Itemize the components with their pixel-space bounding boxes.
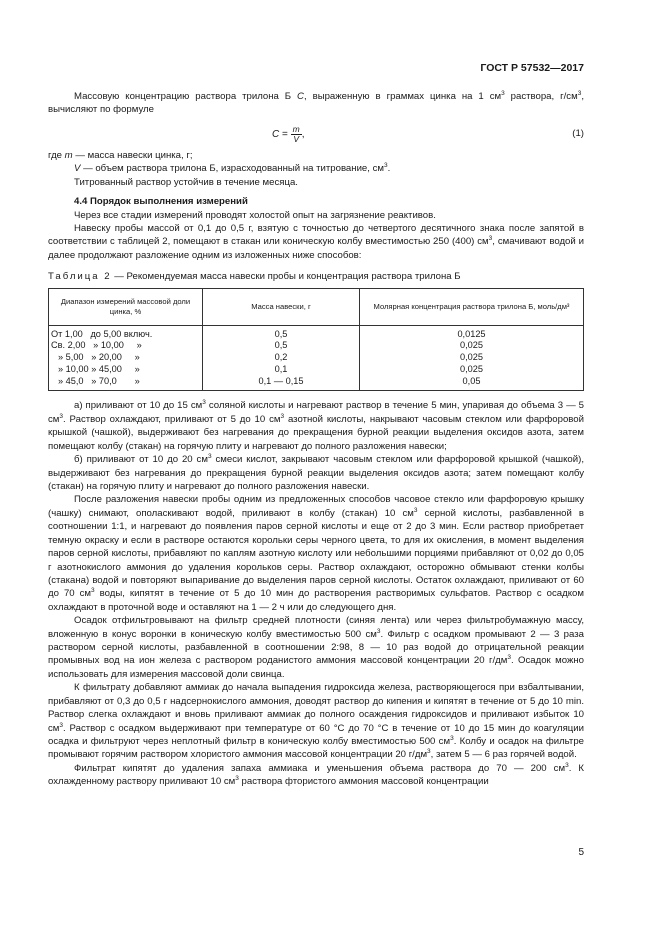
superscript: 3: [280, 412, 285, 420]
procedure-text: воды, кипятят в течение от 5 до 10 мин до растворения растворимых сульфатов. Раствор с осадком охлаждают в проточной воде и оставляют на 1 — 2 ч или до следующего дня.: [48, 588, 584, 613]
table-row: [49, 364, 584, 376]
table-cell-conc: 0,025: [360, 352, 584, 364]
table-cell-mass: 0,2: [203, 352, 360, 364]
superscript: 3: [207, 452, 212, 460]
section-text: , смачивают водой и далее продолжают разложение одним из изложенных ниже способов:: [48, 236, 584, 261]
procedure-text: Фильтрат кипятят до удаления запаха аммиака и уменьшения объема раствора до 70 — 200 см: [74, 762, 566, 774]
superscript: 3: [235, 775, 239, 783]
procedure-text: соляной кислоты и нагревают раствор в течение 5 мин, упаривая до объема 3 — 5 см: [48, 400, 584, 425]
formula-fraction: [291, 125, 302, 144]
table-cell-range: » 10,00 » 45,00 »: [49, 364, 203, 376]
procedure-item-b: [48, 453, 584, 493]
procedure-text: . Раствор охлаждают, приливают от 5 до 10 см: [63, 413, 281, 425]
procedure-paragraph: [48, 493, 584, 614]
where-line-m: [48, 149, 584, 162]
procedure-text: . Фильтр с осадком промывают 2 — 3 раза раствором серной кислоты, разбавленной в соотношении 2:98, 8 — 10 раз водой до отрицательной реакции промывных вод на ион железа с раствором роданистого аммония массовой концентрации 20 г/дм: [48, 628, 584, 667]
procedure-text: После разложения навески пробы одним из предложенных способов часовое стекло или фарфоровую крышку (чашку) снимают, ополаскивают водой, приливают в колбу (стакан) 10 см: [48, 494, 584, 519]
stability-note: Титрованный раствор устойчив в течение месяца.: [74, 176, 298, 188]
table-cell-conc: 0,0125: [360, 325, 584, 340]
procedure-text: а) приливают от 10 до 15 см: [74, 400, 203, 412]
formula-equals: =: [282, 128, 288, 140]
formula-lhs: C: [272, 128, 280, 140]
table-cell-range: » 45,0 » 70,0 »: [49, 376, 203, 391]
formula-expression: [272, 125, 305, 144]
superscript: 3: [413, 506, 418, 514]
section-paragraph: [48, 222, 584, 262]
formula: [48, 119, 584, 147]
procedure-text: смеси кислот, закрывают часовым стеклом или фарфоровой крышкой (чашкой), выдерживают без нагревания до прекращения бурной реакции выделения оксидов азота; затем помещают колбу (стакан) на горячую плиту и нагревают до полного разложения навески.: [48, 454, 584, 492]
intro-paragraph: [48, 90, 584, 117]
intro-text: Массовую концентрацию раствора трилона Б: [74, 91, 298, 102]
page-number: 5: [578, 847, 584, 858]
procedure-text: К фильтрату добавляют аммиак до начала выпадения гидроксида железа, растворяющегося при взбалтывании, прибавляют от 0,3 до 0,5 г надсернокислого аммония, доводят раствор до кипения и кипятят в течение от 5 до 10 min. Раствор слегка охлаждают и вновь приливают аммиак до полного осаждения гидроксидов и приливают избыток 10 см: [48, 682, 584, 734]
section-paragraph: Через все стадии измерений проводят холостой опыт на загрязнение реактивов.: [74, 209, 436, 221]
table-row: [49, 325, 584, 340]
table-cell-conc: 0,025: [360, 364, 584, 376]
procedure-text: . Колбу и осадок на фильтре промывают горячим раствором хлористого аммония массовой концентрации 20 г/дм: [48, 736, 584, 761]
document-code: ГОСТ Р 57532—2017: [480, 62, 584, 74]
procedure-paragraph: [48, 681, 584, 762]
procedure-text: Осадок отфильтровывают на фильтр средней плотности (синяя лента) или через фильтробумажную массу, вложенную в конус воронки в коническую колбу вместимостью 500 см: [48, 615, 584, 640]
table-cell-mass: 0,1 — 0,15: [203, 376, 360, 391]
superscript: 3: [59, 412, 64, 420]
table-cell-range: От 1,00 до 5,00 включ.: [49, 325, 203, 340]
section-text: Навеску пробы массой от 0,1 до 0,5 г, взятую с точностью до четвертого десятичного знака после запятой в соответствии с таблицей 2, помещают в стакан или коническую колбу вместимостью 250 (400) см: [48, 222, 584, 248]
superscript: 3: [507, 654, 511, 662]
table-caption-text: — Рекомендуемая масса навески пробы и концентрация раствора трилона Б: [111, 271, 461, 283]
intro-text: , выраженную в граммах цинка на 1 см: [303, 91, 502, 102]
procedure-text: . К охлажденному раствору приливают 10 см: [48, 762, 584, 788]
procedure-text: . Осадок можно использовать для измерения массовой доли свинца.: [48, 655, 584, 680]
table-header-cell: Диапазон измерений массовой доли цинка, %: [49, 288, 203, 325]
table-caption-label: Таблица 2: [48, 271, 112, 283]
superscript: 3: [501, 89, 505, 97]
where-text: — объем раствора трилона Б, израсходованный на титрование, см: [80, 163, 384, 175]
data-table: [48, 288, 584, 392]
procedure-text: , затем 5 — 6 раз горячей водой.: [430, 749, 577, 761]
table-cell-range: » 5,00 » 20,00 »: [49, 352, 203, 364]
superscript: 3: [91, 587, 95, 595]
procedure-text: б) приливают от 10 до 20 см: [74, 454, 208, 466]
intro-text: , вычисляют по формуле: [48, 91, 584, 116]
where-text: .: [387, 163, 391, 175]
where-variable: V: [74, 163, 81, 175]
table-cell-conc: 0,05: [360, 376, 584, 391]
formula-number: (1): [572, 127, 584, 139]
where-line-v: [48, 162, 584, 175]
formula-denominator: V: [293, 133, 300, 144]
table-header-cell: Молярная концентрация раствора трилона Б, моль/дм³: [360, 288, 584, 325]
table-header-cell: Масса навески, г: [203, 288, 360, 325]
where-text: — масса навески цинка, г;: [72, 149, 193, 161]
where-variable: m: [64, 149, 73, 161]
table-cell-mass: 0,5: [203, 325, 360, 340]
procedure-paragraph: [48, 762, 584, 789]
where-text: где: [48, 149, 65, 161]
formula-tail: ,: [301, 128, 305, 140]
table-row: [49, 340, 584, 352]
section-title: 4.4 Порядок выполнения измерений: [74, 196, 248, 208]
procedure-block: [48, 399, 584, 788]
superscript: 3: [202, 399, 206, 407]
superscript: 3: [450, 734, 454, 742]
table-cell-mass: 0,1: [203, 364, 360, 376]
procedure-paragraph: [48, 614, 584, 681]
superscript: 3: [384, 162, 388, 170]
procedure-text: раствора фтористого аммония массовой концентрации: [238, 776, 489, 788]
superscript: 3: [565, 761, 569, 769]
intro-variable: С: [297, 91, 304, 102]
procedure-text: серной кислоты, разбавленной в соотношении 1:1, и нагревают до появления паров серной кислоты и еще от 2 до 3 мин. Если раствор приобретает темную окраску и если в растворе остаются корольки серы черного цвета, то для их окисления, в момент выделения паров серной кислоты, прибавляют по каплям азотную кислоту или небольшими порциями прибавляют от 0,02 до 0,05 г азотнокислого аммония до удаления корольков серы. Раствор охлаждают, осторожно обмывают стенки колбы (стакана) водой и повторяют выпаривание до выделения паров серной кислоты. Остаток охлаждают, приливают от 60 до 70 см: [48, 507, 584, 600]
superscript: 3: [577, 89, 582, 97]
superscript: 3: [427, 748, 431, 756]
table-header-row: [49, 288, 584, 325]
table-cell-mass: 0,5: [203, 340, 360, 352]
formula-numerator: m: [292, 123, 300, 134]
table-cell-conc: 0,025: [360, 340, 584, 352]
procedure-text: азотной кислоты, накрывают часовым стеклом или фарфоровой крышкой (чашкой), выдерживают без нагревания до прекращения бурной реакции выделения оксидов азота, затем помещают колбу (стакан) на горячую плиту и нагревают до полного разложения навески;: [48, 413, 584, 452]
superscript: 3: [376, 627, 381, 635]
where-block: [48, 149, 584, 189]
table-cell-range: Св. 2,00 » 10,00 »: [49, 340, 203, 352]
table-row: [49, 376, 584, 391]
table-row: [49, 352, 584, 364]
intro-text: раствора, г/см: [504, 91, 578, 102]
table-caption: [48, 270, 584, 283]
procedure-text: . Раствор с осадком выдерживают при температуре от 60 °С до 70 °С в течение от 10 до 15 мин до коагуляции осадка и фильтруют через неплотный фильтр в коническую колбу вместимостью 500 см: [48, 722, 584, 748]
superscript: 3: [59, 721, 64, 729]
procedure-item-a: [48, 399, 584, 453]
page-content: [48, 90, 584, 789]
superscript: 3: [488, 235, 493, 243]
